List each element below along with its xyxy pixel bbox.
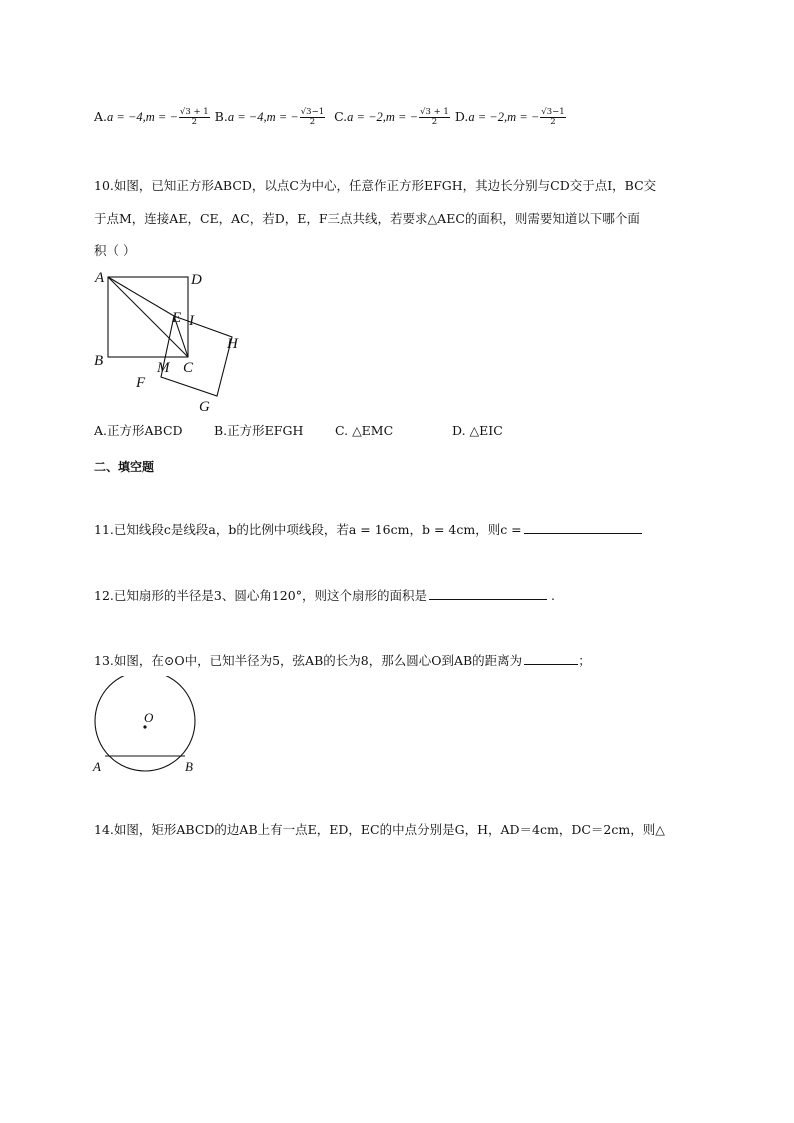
q13-end: ； bbox=[578, 653, 591, 668]
q13-text: 13.如图，在⊙O中，已知半径为5，弦AB的长为8，那么圆心O到AB的距离为 bbox=[94, 653, 523, 668]
circle-label-a: A bbox=[93, 759, 101, 774]
q10-geometry-figure bbox=[90, 262, 260, 417]
q11-row bbox=[94, 521, 642, 539]
circle-label-b: B bbox=[185, 759, 193, 774]
q9-option-a: A.a = −4,m = − $\frac{√3 + 1}{2}$ bbox=[94, 107, 209, 127]
q12-text: 12.已知扇形的半径是3、圆心角120°，则这个扇形的面积是 bbox=[94, 588, 427, 603]
q10-line-3: 积（ ） bbox=[94, 243, 136, 258]
q9-option-c: C.a = −2,m = − $\frac{√3 + 1}{2}$ bbox=[334, 107, 449, 127]
q13-answer-blank bbox=[524, 652, 578, 665]
q10-option-b: B.正方形EFGH bbox=[214, 423, 304, 438]
q10-option-c: C. △EMC bbox=[335, 423, 394, 438]
center-point bbox=[143, 725, 146, 728]
q10-line-2: 于点M，连接AE，CE，AC，若D，E，F三点共线，若要求△AEC的面积，则需要知道以下哪个面 bbox=[94, 211, 640, 226]
q13-circle-figure bbox=[88, 676, 208, 776]
fig-label-m: M bbox=[157, 360, 170, 376]
fig-label-b: B bbox=[94, 353, 104, 369]
q14-text: 14.如图，矩形ABCD的边AB上有一点E，ED，EC的中点分别是G，H，AD＝4cm，DC＝2cm，则△ bbox=[94, 822, 665, 837]
q9-option-b: B.a = −4,m = − $\frac{√3-1}{2}$ bbox=[214, 107, 325, 127]
q12-row bbox=[94, 587, 555, 605]
fig-label-c: C bbox=[183, 360, 194, 376]
fig-label-a: A bbox=[95, 270, 105, 286]
q10-line-1: 10.如图，已知正方形ABCD，以点C为中心，任意作正方形EFGH，其边长分别与CD交于点I，BC交 bbox=[94, 178, 657, 193]
fig-label-f: F bbox=[136, 375, 146, 391]
q13-row bbox=[94, 652, 591, 670]
fig-label-e: E bbox=[172, 310, 182, 326]
q10-options-row bbox=[94, 422, 503, 440]
fig-label-g: G bbox=[199, 399, 210, 415]
q11-answer-blank bbox=[524, 521, 642, 534]
circle-label-o: O bbox=[144, 710, 154, 725]
section-title: 二、填空题 bbox=[94, 460, 155, 474]
q12-answer-blank bbox=[429, 587, 547, 600]
square-efgh bbox=[161, 316, 232, 396]
q10-option-a: A.正方形ABCD bbox=[94, 423, 183, 438]
q9-options-row bbox=[94, 108, 567, 127]
fig-label-d: D bbox=[191, 272, 202, 288]
fig-label-i: I bbox=[189, 313, 194, 329]
q10-option-d: D. △EIC bbox=[452, 423, 503, 438]
q11-text: 11.已知线段c是线段a，b的比例中项线段，若a = 16cm，b = 4cm，则c = bbox=[94, 522, 522, 537]
fig-label-h: H bbox=[227, 336, 238, 352]
q12-end: . bbox=[550, 588, 555, 603]
q9-option-d: D.a = −2,m = − $\frac{√3-1}{2}$ bbox=[454, 107, 565, 127]
